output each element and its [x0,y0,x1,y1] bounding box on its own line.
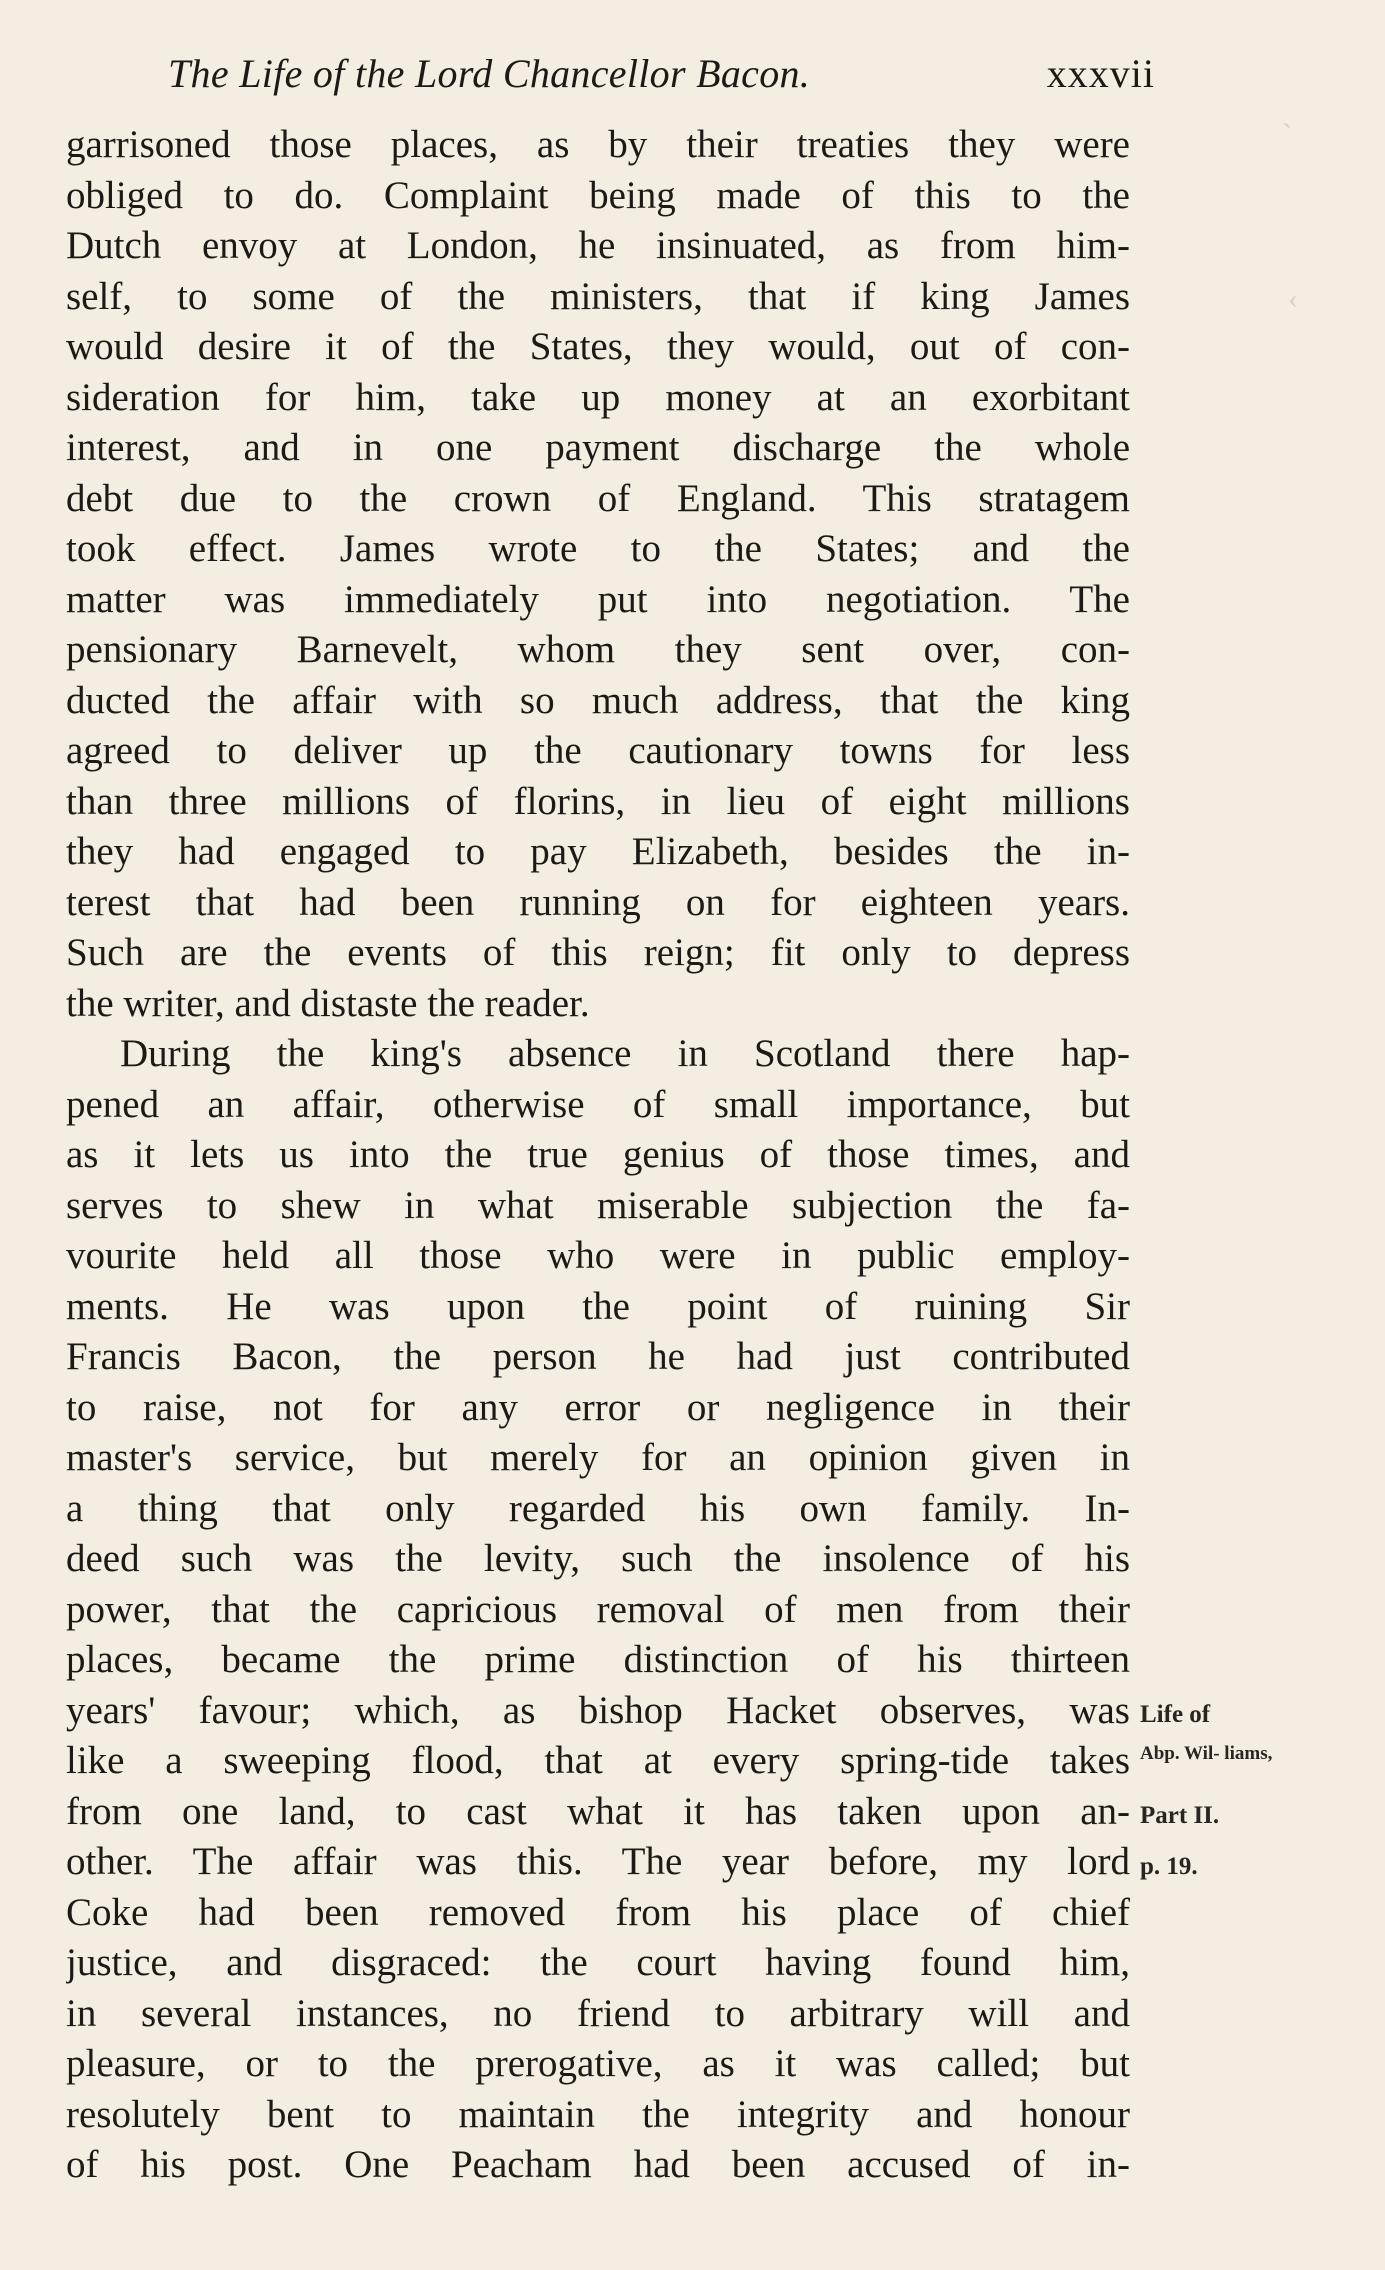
text-line: took effect. James wrote to the States; and the [66,527,1130,570]
running-title: The Life of the Lord Chancellor Bacon. [168,51,811,96]
margin-note [1140,1690,1280,1892]
text-line: of his post. One Peacham had been accused of in- [66,2143,1130,2186]
show-through-mark: ‹ [1288,282,1298,315]
text-line: serves to shew in what miserable subjection the fa- [66,1183,1130,1227]
paragraph [66,120,1130,1029]
text-line: justice, and disgraced: the court having found him, [66,1941,1130,1984]
text-line: sideration for him, take up money at an exorbitant [66,375,1130,419]
text-line: ments. He was upon the point of ruining Sir [66,1284,1130,1328]
text-line: obliged to do. Complaint being made of this to the [66,173,1130,217]
margin-note-line: Abp. Wil- liams, [1140,1742,1273,1764]
text-line: matter was immediately put into negotiation. The [66,577,1130,621]
text-line: Francis Bacon, the person he had just contributed [66,1335,1130,1378]
text-line: garrisoned those places, as by their treaties they were [66,123,1130,166]
running-header [150,44,1155,104]
text-line: ducted the affair with so much address, that the king [66,678,1130,722]
show-through-mark: ` [1282,118,1292,151]
paragraph [66,1029,1130,2191]
margin-note-line: Life of [1140,1701,1211,1728]
text-line: Such are the events of this reign; fit only to depress [66,931,1130,974]
text-line: pensionary Barnevelt, whom they sent over, con- [66,628,1130,671]
text-line: would desire it of the States, they would, out of con- [66,325,1130,368]
text-line: a thing that only regarded his own family. In- [66,1486,1130,1530]
text-line: as it lets us into the true genius of those times, and [66,1133,1130,1176]
margin-note-line: Part II. [1140,1802,1220,1829]
text-line: than three millions of florins, in lieu of eight millions [66,779,1130,823]
text-line: power, that the capricious removal of men from their [66,1587,1130,1631]
text-line: interest, and in one payment discharge the whole [66,426,1130,469]
text-line: Coke had been removed from his place of chief [66,1890,1130,1934]
text-line: master's service, but merely for an opinion given in [66,1436,1130,1479]
margin-note-line: p. 19. [1140,1852,1198,1880]
text-line: terest that had been running on for eighteen years. [66,880,1130,924]
text-line: agreed to deliver up the cautionary towns for less [66,729,1130,772]
text-line: deed such was the levity, such the insolence of his [66,1537,1130,1580]
text-line: from one land, to cast what it has taken upon an- [66,1789,1130,1833]
page-number: xxxvii [1046,51,1155,96]
text-line: debt due to the crown of England. This stratagem [66,476,1130,520]
text-line: pened an affair, otherwise of small importance, but [66,1082,1130,1126]
text-line: to raise, not for any error or negligence in their [66,1385,1130,1429]
text-line: they had engaged to pay Elizabeth, besides the in- [66,830,1130,873]
text-line: places, became the prime distinction of his thirteen [66,1638,1130,1681]
text-line: pleasure, or to the prerogative, as it was called; but [66,2042,1130,2085]
text-line: vourite held all those who were in public employ- [66,1234,1130,1277]
text-line: other. The affair was this. The year before, my lord [66,1840,1130,1883]
text-line: years' favour; which, as bishop Hacket observes, was [66,1688,1130,1732]
text-line: in several instances, no friend to arbitrary will and [66,1991,1130,2035]
body-text [66,120,1130,2191]
text-line: self, to some of the ministers, that if king James [66,274,1130,318]
text-line: During the king's absence in Scotland there hap- [120,1032,1130,1075]
text-line: resolutely bent to maintain the integrity and honour [66,2092,1130,2136]
text-line: the writer, and distaste the reader. [66,981,590,1025]
text-line: like a sweeping flood, that at every spring-tide takes [66,1739,1130,1782]
text-line: Dutch envoy at London, he insinuated, as from him- [66,224,1130,267]
